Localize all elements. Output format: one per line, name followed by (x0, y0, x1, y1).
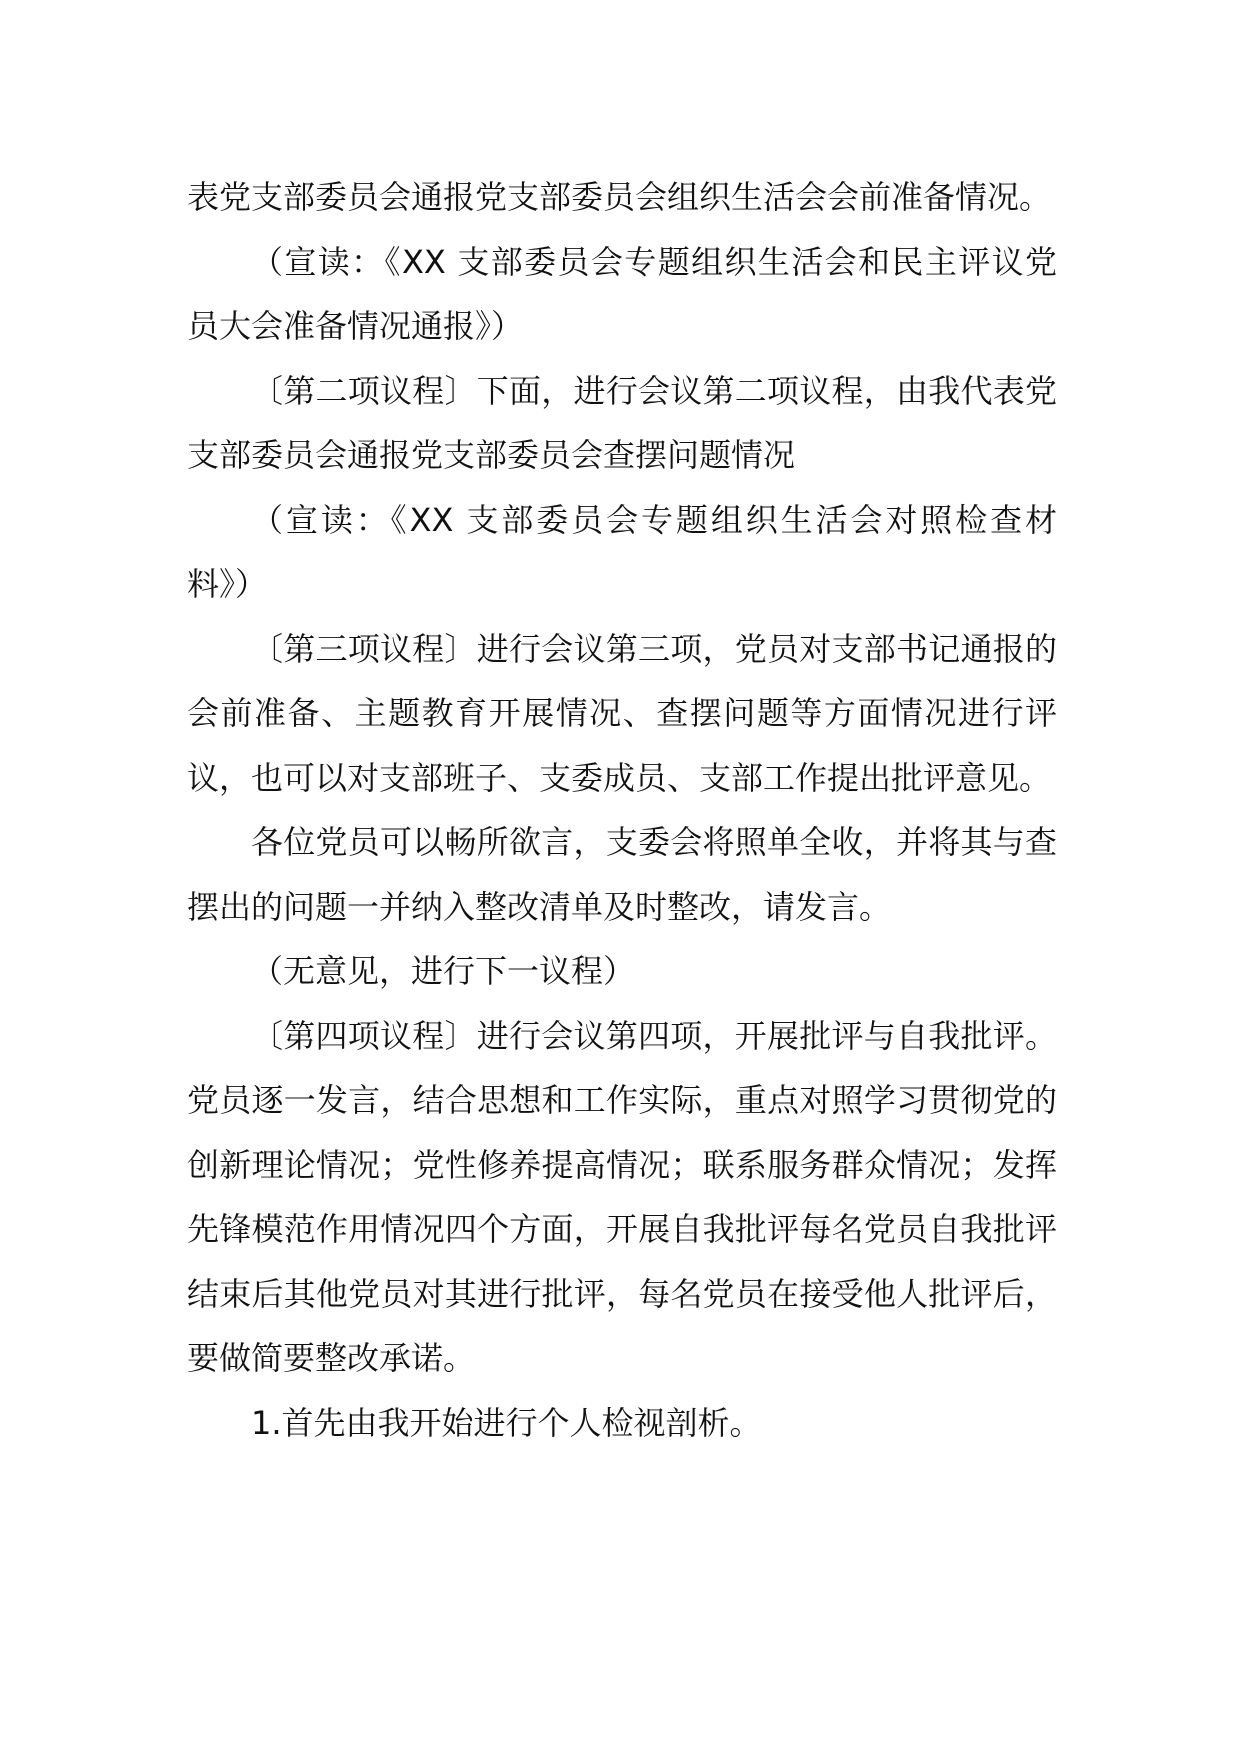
paragraph-reading-1: （宣读：《XX 支部委员会专题组织生活会和民主评议党员大会准备情况通报》） (187, 242, 1057, 345)
paragraph-agenda-2: 〔第二项议程〕下面，进行会议第二项议程，由我代表党支部委员会通报党支部委员会查摆问题情况 (187, 371, 1057, 474)
paragraph-continuation: 表党支部委员会通报党支部委员会组织生活会会前准备情况。 (187, 178, 1052, 216)
paragraph-agenda-4: 〔第四项议程〕进行会议第四项，开展批评与自我批评。党员逐一发言，结合思想和工作实际，重点对照学习贯彻党的创新理论情况；党性修养提高情况；联系服务群众情况；发挥先锋模范作用情况四个方面，开展自我批评每名党员自我批评结束后其他党员对其进行批评，每名党员在接受他人批评后，要做简要整改承诺。 (187, 1016, 1057, 1377)
paragraph-invitation: 各位党员可以畅所欲言，支委会将照单全收，并将其与查摆出的问题一并纳入整改清单及时整改，请发言。 (187, 823, 1057, 926)
paragraph-agenda-3: 〔第三项议程〕进行会议第三项，党员对支部书记通报的会前准备、主题教育开展情况、查摆问题等方面情况进行评议，也可以对支部班子、支委成员、支部工作提出批评意见。 (187, 629, 1057, 797)
paragraph-item-1: 1.首先由我开始进行个人检视剖析。 (251, 1403, 762, 1442)
paragraph-no-comment: （无意见，进行下一议程） (251, 952, 636, 990)
paragraph-reading-2: （宣读：《XX 支部委员会专题组织生活会对照检查材料》） (187, 500, 1057, 603)
document-body (187, 165, 1057, 1455)
